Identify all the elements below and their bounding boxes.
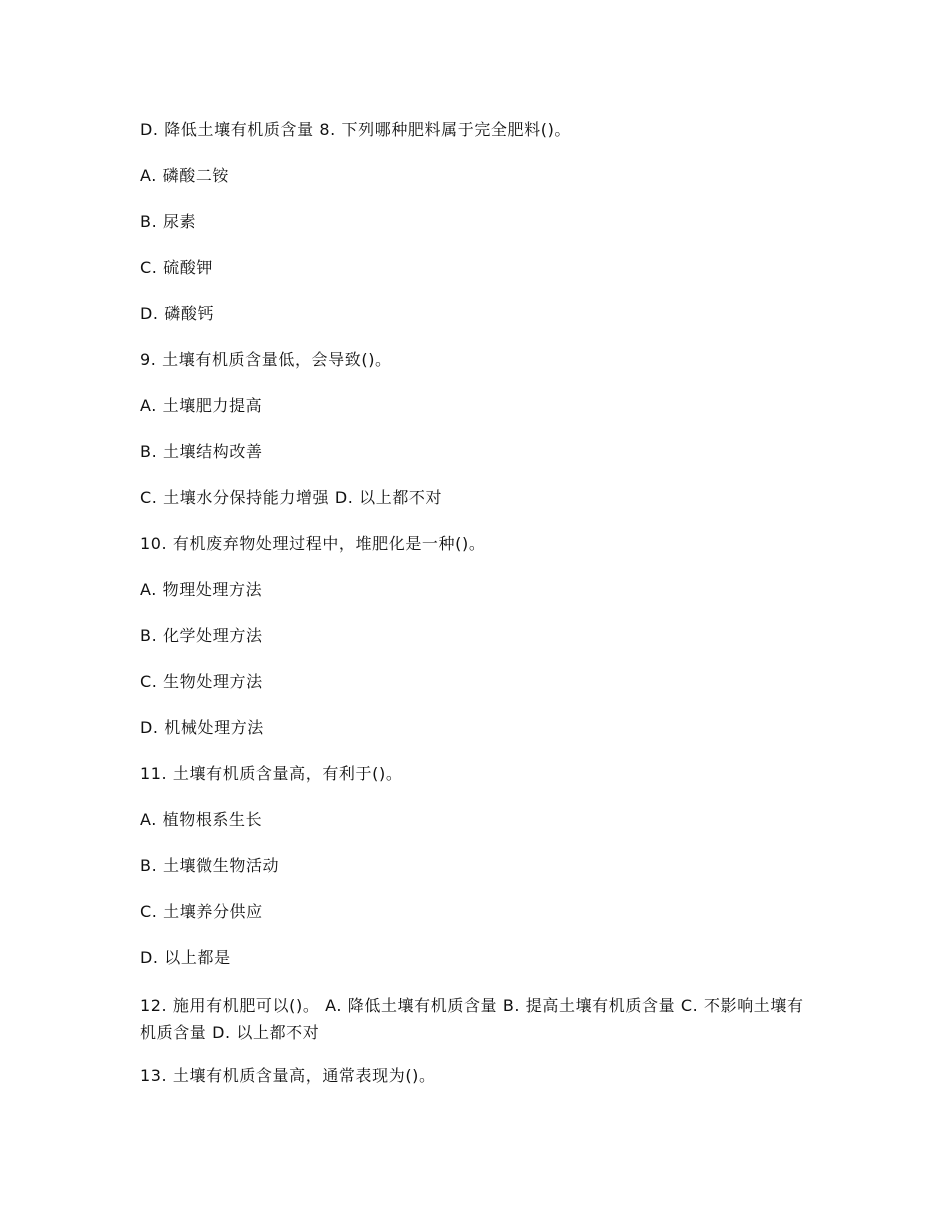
option-d-q10: D. 机械处理方法 (140, 718, 264, 737)
option-a-q10: A. 物理处理方法 (140, 580, 263, 599)
option-b-q11: B. 土壤微生物活动 (140, 856, 280, 875)
option-c-d-q9: C. 土壤水分保持能力增强 D. 以上都不对 (140, 488, 443, 507)
option-a-q11: A. 植物根系生长 (140, 810, 263, 829)
option-c-q11: C. 土壤养分供应 (140, 902, 263, 921)
option-d-q11: D. 以上都是 (140, 948, 231, 967)
option-d-q8: D. 磷酸钙 (140, 304, 215, 323)
option-b-q8: B. 尿素 (140, 212, 197, 231)
option-d-q7: D. 降低土壤有机质含量 8. 下列哪种肥料属于完全肥料()。 (140, 120, 572, 139)
option-a-q9: A. 土壤肥力提高 (140, 396, 263, 415)
option-b-q9: B. 土壤结构改善 (140, 442, 263, 461)
option-b-q10: B. 化学处理方法 (140, 626, 263, 645)
document-page (140, 118, 810, 1110)
question-9: 9. 土壤有机质含量低，会导致()。 (140, 350, 392, 369)
question-12: 12. 施用有机肥可以()。 A. 降低土壤有机质含量 B. 提高土壤有机质含量 C. 不影响土壤有机质含量 D. 以上都不对 (140, 996, 804, 1042)
question-11: 11. 土壤有机质含量高，有利于()。 (140, 764, 403, 783)
question-10: 10. 有机废弃物处理过程中，堆肥化是一种()。 (140, 534, 486, 553)
option-c-q8: C. 硫酸钾 (140, 258, 213, 277)
question-13: 13. 土壤有机质含量高，通常表现为()。 (140, 1066, 436, 1085)
option-c-q10: C. 生物处理方法 (140, 672, 263, 691)
option-a-q8: A. 磷酸二铵 (140, 166, 230, 185)
